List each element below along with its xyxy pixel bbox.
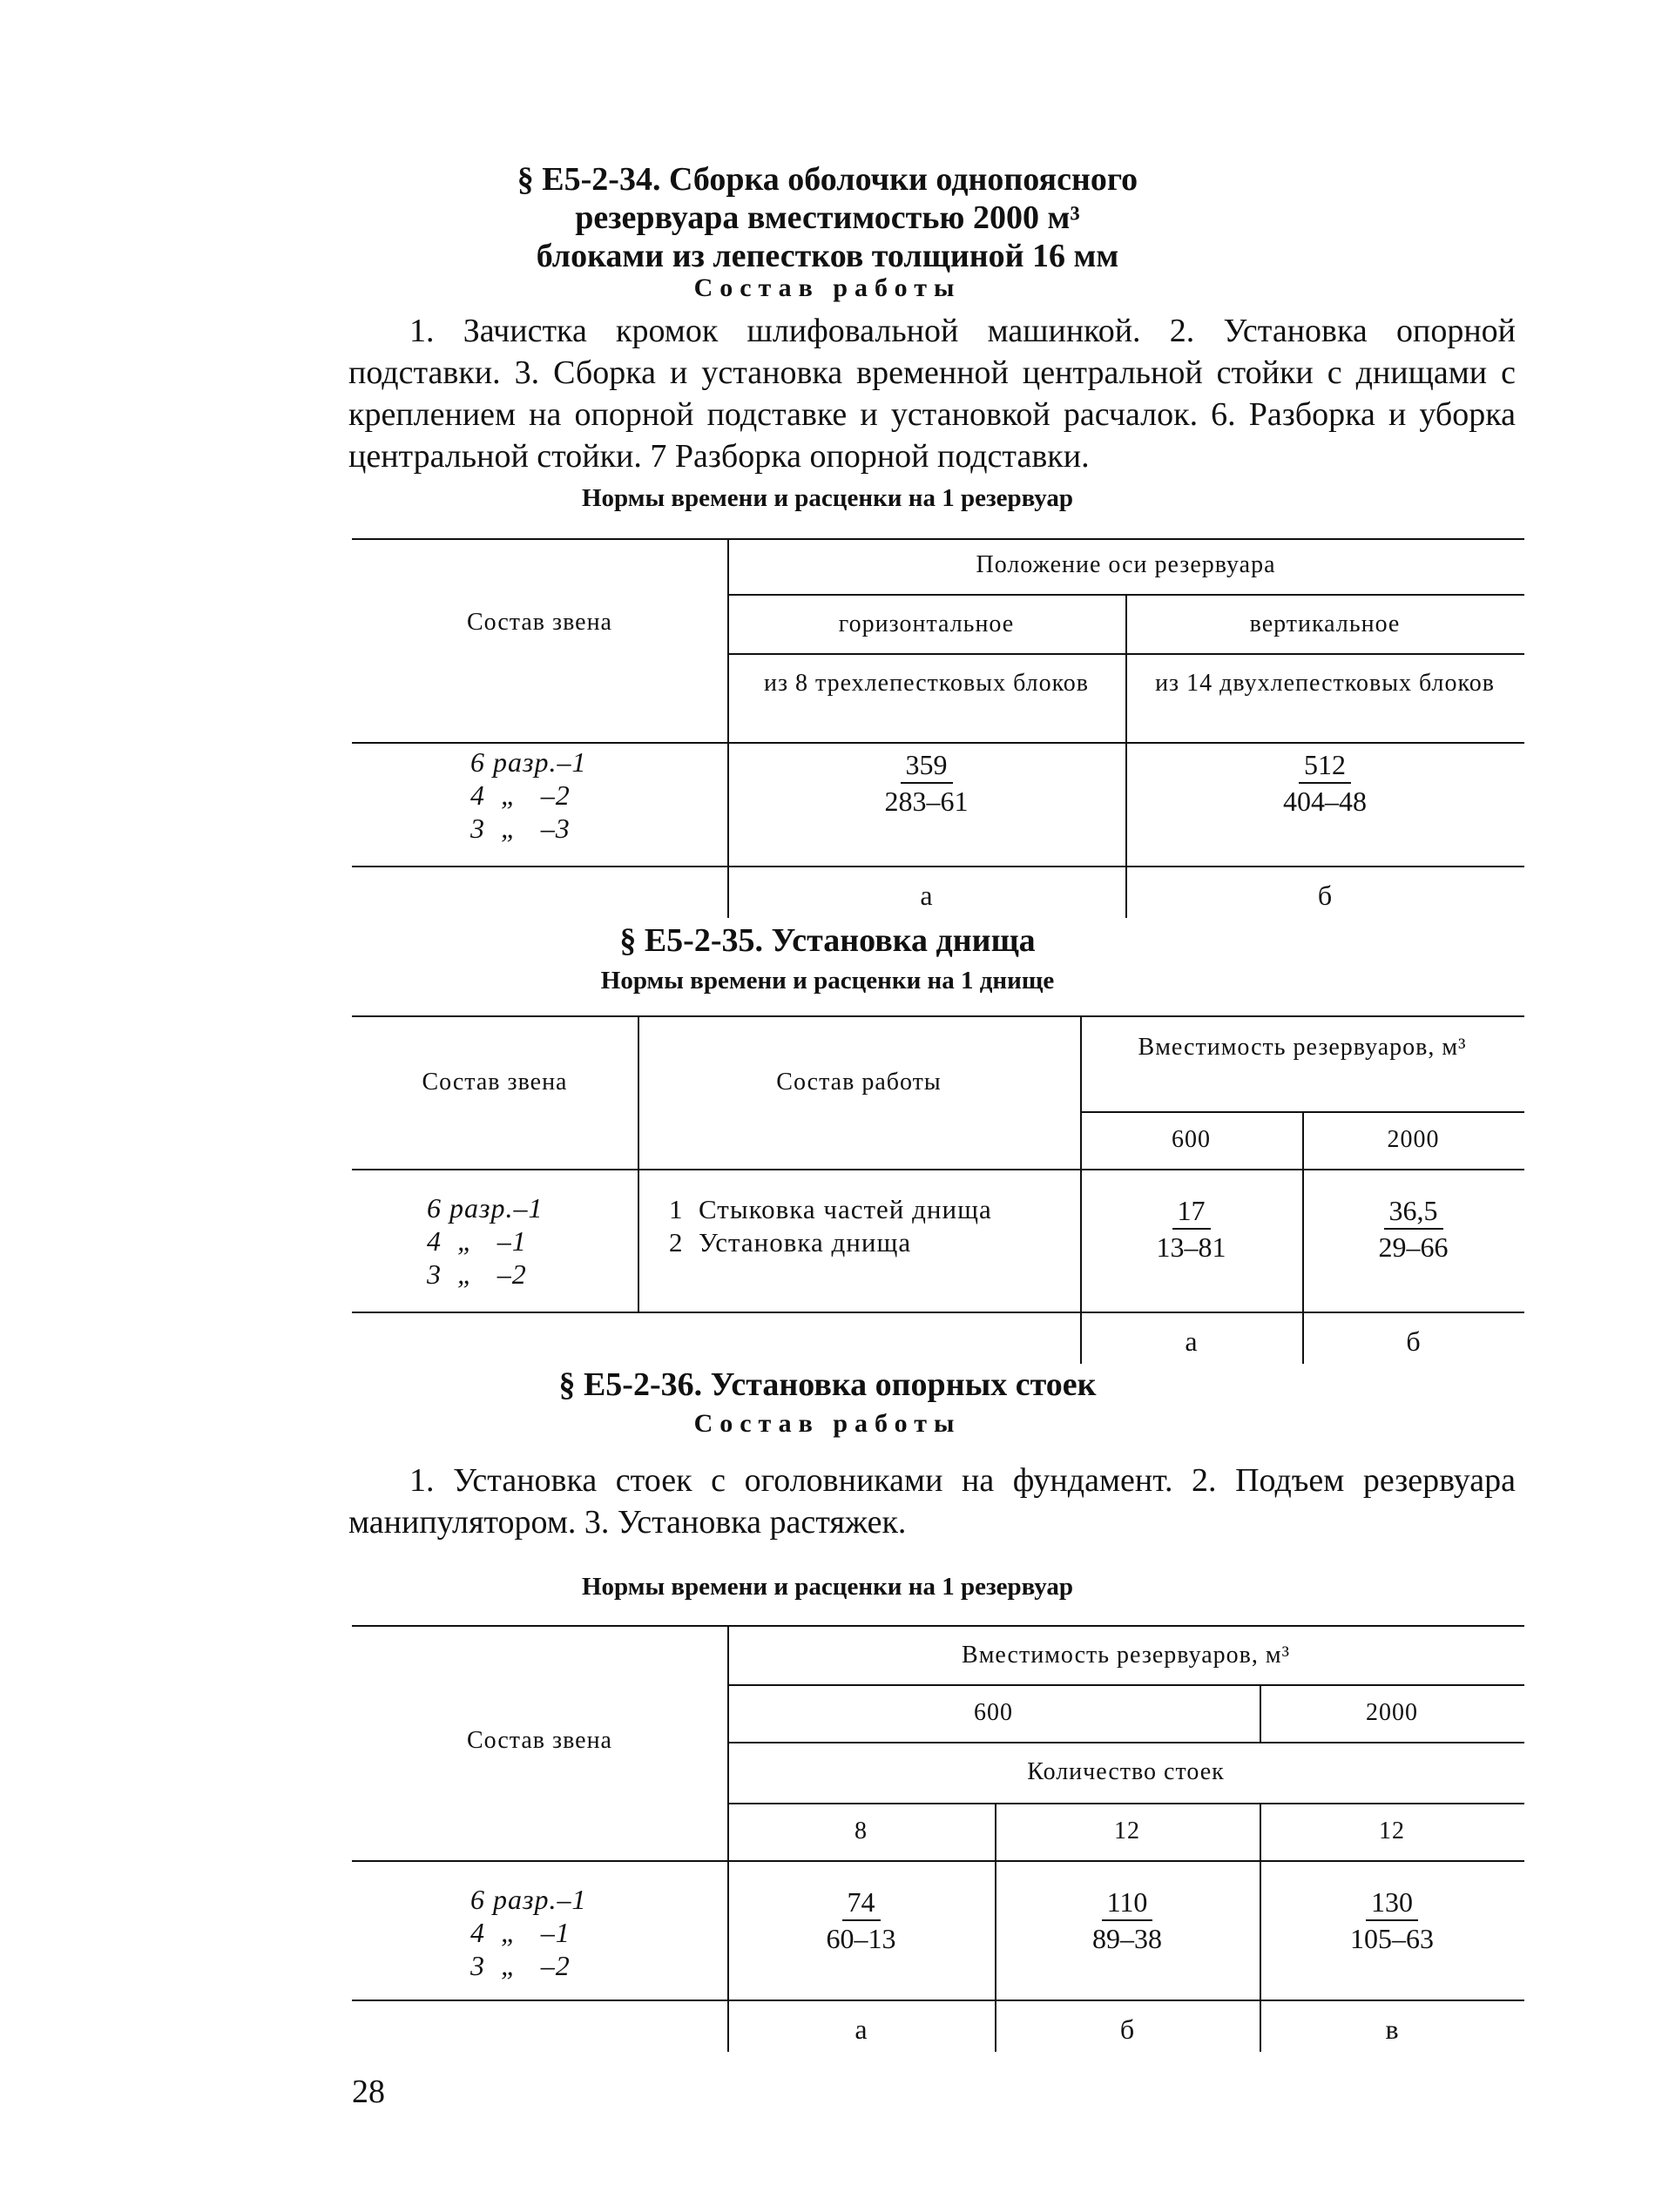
section2-column-letter-a: а	[1185, 1325, 1198, 1357]
section1-crew-composition: 6 разр.–1 4 „ –2 3 „ –3	[470, 746, 587, 844]
section3-work-heading: Состав работы	[693, 1409, 962, 1438]
section2-value-a: $\frac{17}{13-81}$	[1156, 1195, 1226, 1263]
section1-value-a: $\frac{359}{283-61}$	[884, 749, 969, 817]
section2-header-capacity: Вместимость резервуаров, м³	[1138, 1034, 1467, 1061]
section3-value-a: $\frac{74}{60-13}$	[826, 1886, 896, 1954]
section3-crew-composition: 6 разр.–1 4 „ –1 3 „ –2	[470, 1884, 587, 1981]
section2-col-crew: Состав звена	[422, 1069, 568, 1096]
section2-norms-caption: Нормы времени и расценки на 1 днище	[600, 967, 1055, 995]
section1-header-axis: Положение оси резервуара	[976, 551, 1276, 578]
section3-title: § Е5-2-36. Установка опорных стоек	[558, 1366, 1097, 1403]
section3-count-1: 8	[855, 1817, 868, 1844]
section1-work-heading: Состав работы	[693, 273, 962, 302]
section3-capacity-2000: 2000	[1366, 1699, 1418, 1726]
section3-header-capacity: Вместимость резервуаров, м³	[962, 1642, 1290, 1669]
section3-work-text: 1. Установка стоек с оголовниками на фундамент. 2. Подъем резервуара манипулятором. 3. Установка растяжек.	[348, 1462, 1516, 1541]
section2-value-b: $\frac{36,5}{29-66}$	[1378, 1195, 1449, 1263]
section1-col-crew: Состав звена	[467, 609, 612, 636]
section3-capacity-600: 600	[974, 1699, 1013, 1726]
section3-column-letter-c: в	[1385, 2013, 1399, 2045]
section3-norms-caption: Нормы времени и расценки на 1 резервуар	[581, 1573, 1074, 1601]
section2-col-work: Состав работы	[776, 1069, 942, 1096]
section3-column-letter-b: б	[1119, 2013, 1135, 2045]
section1-work-text: 1. Зачистка кромок шлифовальной машинкой. 2. Установка опорной подставки. 3. Сборка и установка временной центральной стойки с днищами с креплением на опорной подставке и установкой расчалок. 6. Разборка и уборка центральной стойки. 7 Разборка опорной подставки.	[348, 313, 1516, 475]
section1-title-line1: § Е5-2-34. Сборка оболочки однопоясного	[517, 161, 1138, 198]
section3-col-crew: Состав звена	[467, 1727, 612, 1754]
section1-column-letter-b: б	[1317, 880, 1333, 911]
section2-capacity-2000: 2000	[1387, 1126, 1440, 1153]
section2-column-letter-b: б	[1406, 1325, 1421, 1357]
section3-value-b: $\frac{110}{89-38}$	[1092, 1886, 1162, 1954]
section3-count-2: 12	[1114, 1817, 1140, 1844]
section1-sub-vertical: из 14 двухлепестковых блоков	[1155, 670, 1495, 697]
section1-header-vertical: вертикальное	[1249, 610, 1401, 637]
section2-crew-composition: 6 разр.–1 4 „ –1 3 „ –2	[427, 1192, 544, 1290]
section1-sub-horizontal: из 8 трехлепестковых блоков	[764, 670, 1089, 697]
section1-header-horizontal: горизонтальное	[838, 610, 1015, 637]
section1-title-line2: резервуара вместимостью 2000 м³	[575, 199, 1080, 236]
section3-header-count: Количество стоек	[1027, 1758, 1225, 1785]
section1-value-b: $\frac{512}{404-48}$	[1283, 749, 1367, 817]
section1-norms-caption: Нормы времени и расценки на 1 резервуар	[581, 484, 1074, 512]
section1-title-line3: блоками из лепестков толщиной 16 мм	[536, 238, 1119, 274]
page-number: 28	[352, 2074, 385, 2110]
section3-column-letter-a: а	[855, 2013, 868, 2045]
section2-title: § Е5-2-35. Установка днища	[619, 922, 1036, 959]
section3-value-c: $\frac{130}{105-63}$	[1350, 1886, 1434, 1954]
section2-work-items: 1 Стыковка частей днища 2 Установка днища	[669, 1194, 992, 1258]
section2-capacity-600: 600	[1172, 1126, 1211, 1153]
section3-count-3: 12	[1379, 1817, 1405, 1844]
section1-column-letter-a: а	[920, 880, 933, 911]
